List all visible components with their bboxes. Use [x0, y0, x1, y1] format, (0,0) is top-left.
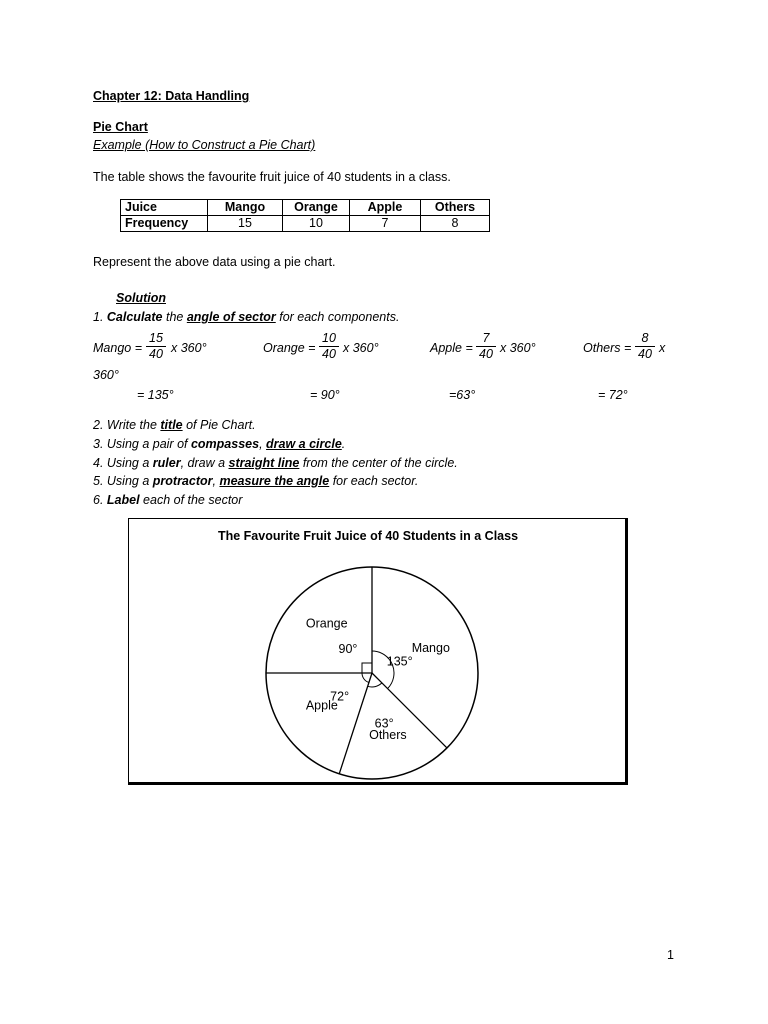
slice-angle-label: 63° [374, 716, 394, 731]
step-3: 3. Using a pair of compasses, draw a circle. [93, 437, 346, 451]
chart-title: The Favourite Fruit Juice of 40 Students in a Class [217, 529, 519, 543]
calc-others-fraction: 8 40 [634, 331, 656, 362]
slice-label: Mango [411, 640, 450, 655]
step-5: 5. Using a protractor, measure the angle for each sector. [93, 474, 419, 488]
calc-orange-result: = 90° [310, 388, 340, 402]
table-header-row [121, 200, 490, 216]
table-row [121, 216, 490, 232]
step-6: 6. Label each of the sector [93, 493, 243, 507]
table-cell: 15 [208, 216, 283, 232]
step-1: 1. Calculate the angle of sector for each components. [93, 310, 400, 324]
table-cell: Others [421, 200, 490, 216]
pie-chart-box [128, 518, 628, 785]
calc-others-label: Others = [583, 341, 632, 355]
table-cell: 7 [350, 216, 421, 232]
table-cell: Apple [350, 200, 421, 216]
calc-orange-fraction: 10 40 [318, 331, 340, 362]
pie-chart [129, 519, 625, 782]
calc-orange-label: Orange = [263, 341, 316, 355]
calc-mango-result: = 135° [137, 388, 174, 402]
slice-label: Orange [305, 616, 348, 631]
slice-angle-label: 72° [330, 689, 350, 704]
section-title: Pie Chart [93, 120, 148, 134]
calc-apple-fraction: 7 40 [475, 331, 497, 362]
calc-others-wrap: 360° [93, 368, 119, 382]
calc-apple-tail: x 360° [500, 341, 536, 355]
calc-apple-label: Apple = [430, 341, 473, 355]
table-cell: Orange [283, 200, 350, 216]
slice-angle-label: 135° [386, 654, 413, 669]
example-title: Example (How to Construct a Pie Chart) [93, 138, 316, 152]
calc-others-result: = 72° [598, 388, 628, 402]
table-cell: Juice [121, 200, 208, 216]
frequency-table [120, 199, 490, 232]
calc-mango-tail: x 360° [171, 341, 207, 355]
slice-angle-label: 90° [338, 641, 358, 656]
calc-orange-tail: x 360° [343, 341, 379, 355]
calc-mango-label: Mango = [93, 341, 142, 355]
instruction-text: Represent the above data using a pie chart. [93, 255, 336, 269]
table-cell: 10 [283, 216, 350, 232]
step-4: 4. Using a ruler, draw a straight line from the center of the circle. [93, 456, 458, 470]
table-cell: Frequency [121, 216, 208, 232]
table-cell: Mango [208, 200, 283, 216]
calc-others-tail: x [659, 341, 666, 355]
calc-apple-result: =63° [449, 388, 476, 402]
solution-label: Solution [116, 291, 166, 305]
chapter-title: Chapter 12: Data Handling [93, 89, 250, 103]
intro-text: The table shows the favourite fruit juice of 40 students in a class. [93, 170, 451, 184]
page-number: 1 [667, 948, 674, 962]
slice-label: Others [369, 728, 407, 743]
slice-label: Apple [305, 698, 338, 713]
calc-mango-fraction: 15 40 [145, 331, 167, 362]
table-cell: 8 [421, 216, 490, 232]
step-2: 2. Write the title of Pie Chart. [93, 418, 256, 432]
